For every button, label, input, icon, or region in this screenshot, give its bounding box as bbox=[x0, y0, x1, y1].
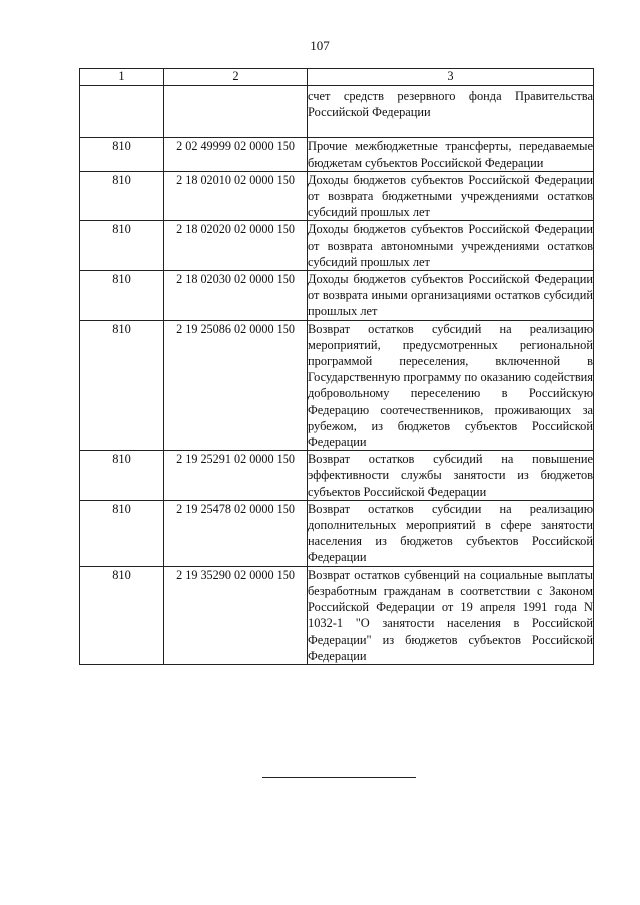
admin-code-cell: 810 bbox=[80, 566, 164, 664]
table-row-continuation bbox=[80, 86, 594, 138]
column-header-3: 3 bbox=[308, 69, 594, 86]
income-code-cell: 2 02 49999 02 0000 150 bbox=[164, 138, 308, 171]
empty-cell bbox=[164, 86, 308, 138]
continuation-description: счет средств резервного фонда Правительства Российской Федерации bbox=[308, 86, 594, 138]
table-row bbox=[80, 500, 594, 566]
income-code-cell: 2 19 25478 02 0000 150 bbox=[164, 500, 308, 566]
page-number: 107 bbox=[310, 38, 330, 53]
description-cell: Доходы бюджетов субъектов Российской Федерации от возврата автономными учреждениями остатков субсидий прошлых лет bbox=[308, 222, 593, 269]
description-cell: Доходы бюджетов субъектов Российской Федерации от возврата иными организациями остатков субсидий прошлых лет bbox=[308, 272, 593, 319]
table-row bbox=[80, 320, 594, 451]
income-code-cell: 2 18 02030 02 0000 150 bbox=[164, 271, 308, 321]
table-row bbox=[80, 566, 594, 664]
admin-code-cell: 810 bbox=[80, 221, 164, 271]
description-cell: Возврат остатков субвенций на социальные выплаты безработным гражданам в соответствии с Законом Российской Федерации от 19 апреля 1991 года N 1032-1 "О занятости населения в Российской Федерации" из бюджетов субъектов Российской Федерации bbox=[308, 567, 593, 663]
table-row bbox=[80, 171, 594, 221]
table-row bbox=[80, 271, 594, 321]
admin-code-cell: 810 bbox=[80, 171, 164, 221]
column-header-2: 2 bbox=[164, 69, 308, 86]
admin-code-cell: 810 bbox=[80, 451, 164, 501]
admin-code-cell: 810 bbox=[80, 500, 164, 566]
description-cell: Доходы бюджетов субъектов Российской Федерации от возврата бюджетными учреждениями остатков субсидий прошлых лет bbox=[308, 172, 593, 220]
description-cell: Возврат остатков субсидий на повышение эффективности службы занятости из бюджетов субъектов Российской Федерации bbox=[308, 452, 593, 499]
column-header-1: 1 bbox=[80, 69, 164, 86]
footer-divider-line bbox=[262, 777, 416, 778]
empty-cell bbox=[80, 86, 164, 138]
income-code-cell: 2 19 25086 02 0000 150 bbox=[164, 320, 308, 451]
income-code-cell: 2 18 02010 02 0000 150 bbox=[164, 171, 308, 221]
description-cell: Возврат остатков субсидии на реализацию дополнительных мероприятий в сфере занятости населения из бюджетов субъектов Российской Федерации bbox=[308, 501, 593, 565]
admin-code-cell: 810 bbox=[80, 320, 164, 451]
table-row bbox=[80, 451, 594, 501]
income-code-cell: 2 19 35290 02 0000 150 bbox=[164, 566, 308, 664]
income-code-cell: 2 19 25291 02 0000 150 bbox=[164, 451, 308, 501]
table-row bbox=[80, 138, 594, 171]
income-code-cell: 2 18 02020 02 0000 150 bbox=[164, 221, 308, 271]
table-row bbox=[80, 221, 594, 271]
admin-code-cell: 810 bbox=[80, 271, 164, 321]
income-codes-table bbox=[79, 68, 594, 665]
description-cell: Прочие межбюджетные трансферты, передаваемые бюджетам субъектов Российской Федерации bbox=[308, 139, 593, 170]
description-cell: Возврат остатков субсидий на реализацию мероприятий, предусмотренных региональной программой переселения, включенной в Государственную программу по оказанию содействия добровольному переселению в Российскую Федерацию соотечественников, проживающих за рубежом, из бюджетов субъектов Российской Федерации bbox=[308, 321, 593, 450]
table-header-row bbox=[80, 69, 594, 86]
admin-code-cell: 810 bbox=[80, 138, 164, 171]
